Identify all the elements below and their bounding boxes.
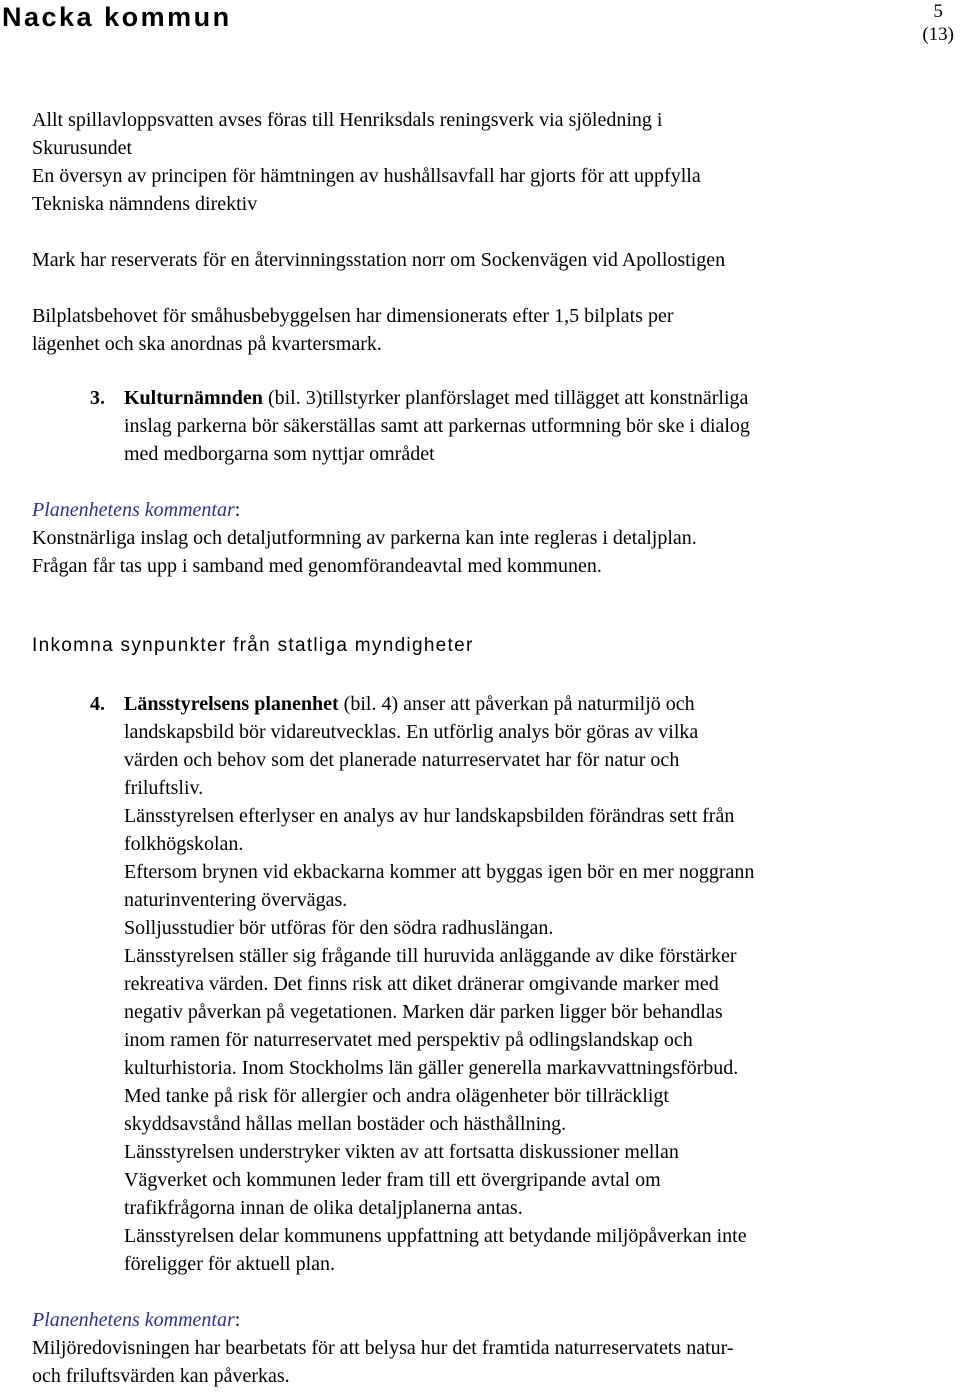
- comment-2-label: [32, 1306, 932, 1334]
- item-4-line: Solljusstudier bör utföras för den södra radhuslängan.: [124, 917, 554, 939]
- item-4-line: kulturhistoria. Inom Stockholms län gäller generella markavvattningsförbud.: [124, 1057, 739, 1079]
- item-4-line: naturinventering övervägas.: [124, 889, 348, 911]
- item-4-line: inom ramen för naturreservatet med perspektiv på odlingslandskap och: [124, 1029, 693, 1051]
- item-4-line: Eftersom brynen vid ekbackarna kommer att byggas igen bör en mer noggrann: [124, 861, 755, 883]
- comment-1-line-1: Konstnärliga inslag och detaljutformning av parkerna kan inte regleras i detaljplan.: [32, 527, 697, 549]
- item-4-line: Med tanke på risk för allergier och andra olägenheter bör tillräckligt: [124, 1085, 669, 1107]
- comment-2-line-1: Miljöredovisningen har bearbetats för att belysa hur det framtida naturreservatets natur-: [32, 1337, 734, 1359]
- page-current: 5: [933, 1, 943, 22]
- item-4-line: Länsstyrelsen efterlyser en analys av hur landskapsbilden förändras sett från: [124, 805, 735, 827]
- intro-line-4: Tekniska nämndens direktiv: [32, 193, 258, 215]
- paragraph-recycling: Mark har reserverats för en återvinningsstation norr om Sockenvägen vid Apollostigen: [32, 249, 726, 271]
- item-4-line: folkhögskolan.: [124, 833, 244, 855]
- item-4-title: Länsstyrelsens planenhet: [124, 693, 339, 715]
- comment-1-colon: :: [234, 499, 241, 521]
- item-4-line: friluftsliv.: [124, 777, 204, 799]
- section-heading: Inkomna synpunkter från statliga myndigheter: [32, 635, 474, 656]
- comment-1-label-text: Planenhetens kommentar: [32, 499, 235, 521]
- comment-2-line-2: och friluftsvärden kan påverkas.: [32, 1365, 290, 1387]
- intro-line-2: Skurusundet: [32, 137, 132, 159]
- comment-2-label-text: Planenhetens kommentar: [32, 1309, 235, 1331]
- page-number: [922, 0, 954, 46]
- item-4-line: Vägverket och kommunen leder fram till ett övergripande avtal om: [124, 1169, 661, 1191]
- item-3-title: Kulturnämnden: [124, 387, 263, 409]
- item-3: [32, 384, 932, 468]
- item-4-line: värden och behov som det planerade naturreservatet har för natur och: [124, 749, 680, 771]
- organization-name: Nacka kommun: [2, 2, 232, 32]
- item-4-line: landskapsbild bör vidareutvecklas. En utförlig analys bör göras av vilka: [124, 721, 699, 743]
- item-4-number: 4.: [90, 693, 105, 715]
- document-body: [32, 106, 932, 1390]
- paragraph-parking-line-1: Bilplatsbehovet för småhusbebyggelsen har dimensionerats efter 1,5 bilplats per: [32, 305, 674, 327]
- item-4-line: trafikfrågorna innan de olika detaljplanerna antas.: [124, 1197, 523, 1219]
- item-4-line: negativ påverkan på vegetationen. Marken där parken ligger bör behandlas: [124, 1001, 723, 1023]
- item-4-ref: (bil. 4): [338, 693, 404, 715]
- item-4-line: anser att påverkan på naturmiljö och: [403, 693, 695, 715]
- item-4: [32, 690, 932, 1278]
- comment-2-colon: :: [234, 1309, 241, 1331]
- item-4-line: rekreativa värden. Det finns risk att diket dränerar omgivande marker med: [124, 973, 719, 995]
- item-3-line-3: med medborgarna som nyttjar området: [124, 443, 435, 465]
- item-4-line: föreligger för aktuell plan.: [124, 1253, 336, 1275]
- item-3-line-1: tillstyrker planförslaget med tillägget att konstnärliga: [322, 387, 749, 409]
- item-4-line: skyddsavstånd hållas mellan bostäder och hästhållning.: [124, 1113, 567, 1135]
- page-total: (13): [922, 24, 954, 45]
- item-3-number: 3.: [90, 387, 105, 409]
- comment-1-label: [32, 496, 932, 524]
- item-3-line-2: inslag parkerna bör säkerställas samt att parkernas utformning bör ske i dialog: [124, 415, 750, 437]
- item-4-line: Länsstyrelsen ställer sig frågande till huruvida anläggande av dike förstärker: [124, 945, 737, 967]
- item-3-ref: (bil. 3): [262, 387, 323, 409]
- paragraph-parking-line-2: lägenhet och ska anordnas på kvartersmark.: [32, 333, 382, 355]
- intro-line-3: En översyn av principen för hämtningen av hushållsavfall har gjorts för att uppfylla: [32, 165, 701, 187]
- item-4-line: Länsstyrelsen delar kommunens uppfattning att betydande miljöpåverkan inte: [124, 1225, 747, 1247]
- item-4-line: Länsstyrelsen understryker vikten av att fortsatta diskussioner mellan: [124, 1141, 679, 1163]
- intro-line-1: Allt spillavloppsvatten avses föras till Henriksdals reningsverk via sjöledning i: [32, 109, 663, 131]
- comment-1-line-2: Frågan får tas upp i samband med genomförandeavtal med kommunen.: [32, 555, 602, 577]
